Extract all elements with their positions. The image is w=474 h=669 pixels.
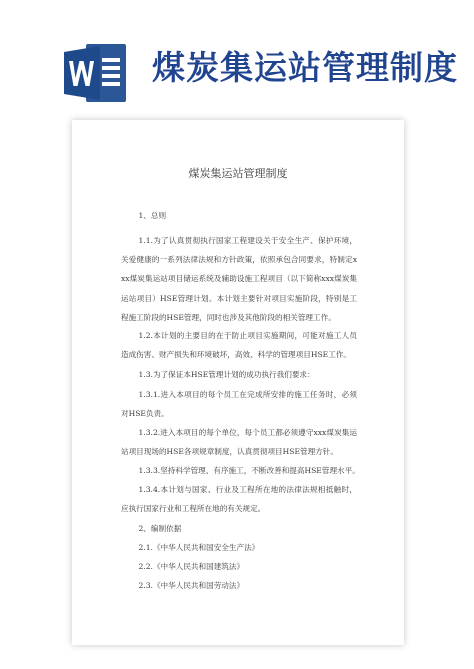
document-page	[72, 120, 404, 645]
paragraph: 1.3.1.进入本项目的每个员工在完成所安排的施工任务时，必须对HSE负责。	[121, 390, 357, 419]
header-banner	[0, 0, 474, 118]
paragraph: 1.3.3.坚持科学管理、有序施工，不断改善和提高HSE管理水平。	[138, 466, 360, 475]
paragraph: 2.1.《中华人民共和国安全生产法》	[138, 543, 260, 552]
word-document-icon	[62, 42, 128, 104]
document-title: 煤炭集运站管理制度	[188, 167, 288, 180]
paragraph: 2.3.《中华人民共和国劳动法》	[138, 581, 245, 590]
section-heading: 2、编制依据	[138, 524, 182, 533]
section-heading: 1、总则	[138, 211, 167, 220]
paragraph: 1.3.为了保证本HSE管理计划的成功执行我们要求：	[138, 370, 315, 379]
banner-title: 煤炭集运站管理制度	[152, 48, 458, 87]
paragraph: 1.3.4.本计划与国家、行业及工程所在地的法律法规相抵触时，应执行国家行业和工程所在地的有关规定。	[121, 485, 357, 514]
paragraph: 1.1.为了认真贯彻执行国家工程建设关于安全生产、保护环境，关爱健康的一系列法律法规和方针政策，依照承包合同要求，特制定xxx煤炭集运站项目储运系统及辅助设施工程项目（以下简称xxx煤炭集运站项目）HSE管理计划。本计划主要针对项目实施阶段，特别是工程施工阶段的HSE管理，同时也涉及其他阶段的相关管理工作。	[121, 236, 357, 322]
paragraph: 1.2.本计划的主要目的在于防止项目实施期间，可能对施工人员造成伤害、财产损失和环境破坏，高效、科学的管理项目HSE工作。	[121, 331, 357, 360]
paragraph: 1.3.2.进入本项目的每个单位，每个员工都必须遵守xxx煤炭集运站项目现场的HSE各项规章制度，认真贯彻项目HSE管理方针。	[121, 428, 357, 457]
paragraph: 2.2.《中华人民共和国建筑法》	[138, 562, 245, 571]
